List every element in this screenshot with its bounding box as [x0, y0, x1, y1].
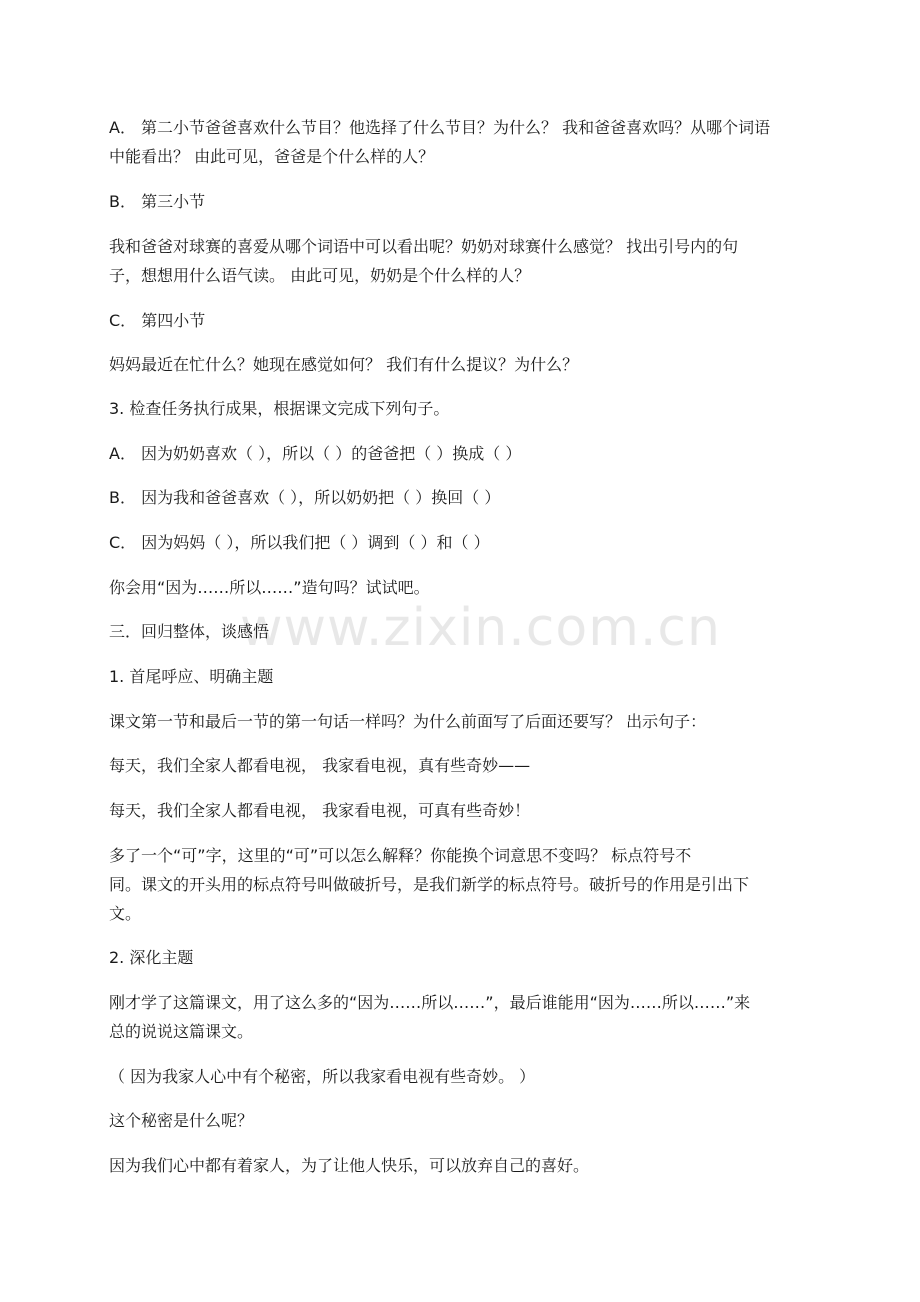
- text-line: 中能看出？ 由此可见，爸爸是个什么样的人？: [109, 147, 435, 166]
- text-line: 课文第一节和最后一节的第一句话一样吗？为什么前面写了后面还要写？ 出示句子：: [109, 712, 707, 731]
- text-line: C． 因为妈妈（ ），所以我们把（ ）调到（ ）和（ ）: [109, 533, 490, 552]
- text-line: 每天，我们全家人都看电视， 我家看电视，可真有些奇妙！: [109, 801, 531, 820]
- text-line: 你会用“因为……所以……”造句吗？试试吧。: [109, 578, 430, 597]
- text-line: 文。: [109, 904, 142, 923]
- section-heading: B． 第三小节: [109, 192, 206, 211]
- text-line: 我和爸爸对球赛的喜爱从哪个词语中可以看出呢？奶奶对球赛什么感觉？ 找出引号内的句: [109, 237, 739, 256]
- text-line: 总的说说这篇课文。: [109, 1022, 254, 1041]
- watermark: www.zixin.com.cn: [240, 598, 721, 658]
- text-line: 妈妈最近在忙什么？她现在感觉如何？ 我们有什么提议？为什么？: [109, 355, 579, 374]
- text-line: 刚才学了这篇课文，用了这么多的“因为……所以……”，最后谁能用“因为……所以……”来: [109, 993, 751, 1012]
- section-heading: 1. 首尾呼应、明确主题: [109, 667, 274, 686]
- text-line: 因为我们心中都有着家人，为了让他人快乐，可以放弃自己的喜好。: [109, 1156, 590, 1175]
- text-line: 多了一个“可”字，这里的“可”可以怎么解释？你能换个词意思不变吗？ 标点符号不: [109, 846, 692, 865]
- text-line: （ 因为我家人心中有个秘密，所以我家看电视有些奇妙。 ）: [109, 1067, 536, 1086]
- text-line: 3. 检查任务执行成果，根据课文完成下列句子。: [109, 399, 450, 418]
- section-heading: 2. 深化主题: [109, 948, 194, 967]
- text-line: A． 第二小节爸爸喜欢什么节目？他选择了什么节目？为什么？ 我和爸爸喜欢吗？从哪个词语: [109, 118, 771, 137]
- text-line: 这个秘密是什么呢？: [109, 1111, 254, 1130]
- section-heading: C． 第四小节: [109, 311, 206, 330]
- text-line: A． 因为奶奶喜欢（ ），所以（ ）的爸爸把（ ）换成（ ）: [109, 444, 522, 463]
- text-line: 每天，我们全家人都看电视， 我家看电视，真有些奇妙——: [109, 756, 531, 775]
- section-heading: 三．回归整体，谈感悟: [109, 622, 270, 641]
- text-line: 同。课文的开头用的标点符号叫做破折号，是我们新学的标点符号。破折号的作用是引出下: [109, 875, 750, 894]
- text-line: 子，想想用什么语气读。 由此可见，奶奶是个什么样的人？: [109, 266, 531, 285]
- text-line: B． 因为我和爸爸喜欢（ ），所以奶奶把（ ）换回（ ）: [109, 488, 501, 507]
